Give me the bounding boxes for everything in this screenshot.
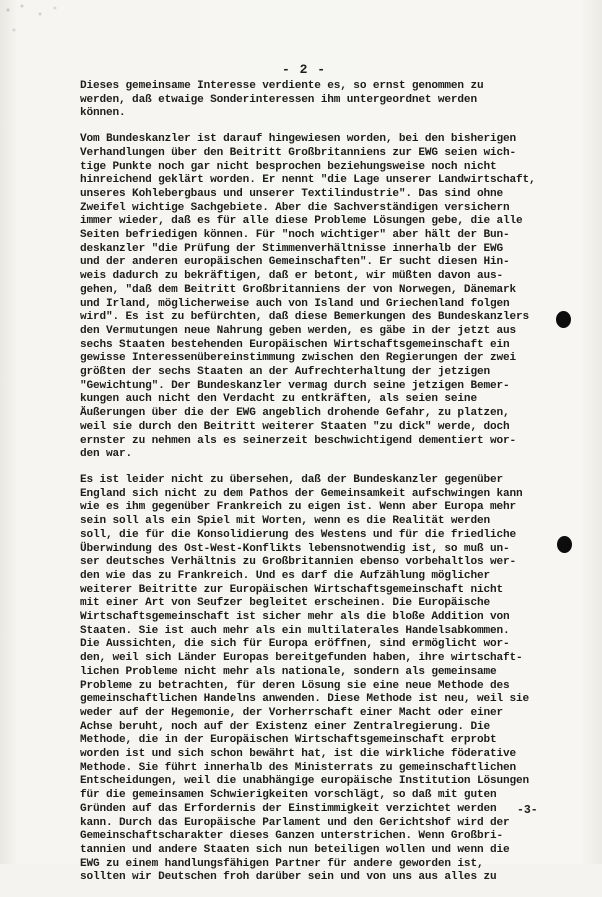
text-line: den wie das zu Frankreich. Und es darf die Aufzählung möglicher: [80, 569, 490, 582]
text-line: deskanzler "die Prüfung der Stimmenverhältnisse innerhalb der EWG: [80, 242, 503, 255]
text-line: weis dadurch zu bekräftigen, daß er betont, wir müßten davon aus-: [80, 270, 503, 283]
text-line: "Gewichtung". Der Bundeskanzler vermag durch seine jetzigen Bemer-: [80, 379, 510, 392]
text-line: immer wieder, daß es für alle diese Probleme Lösungen gebe, die alle: [80, 215, 523, 228]
text-line: den war.: [80, 448, 133, 461]
text-line: Seiten befriedigen können. Für "noch wichtiger" aber hält der Bun-: [80, 229, 510, 242]
punch-hole: [557, 536, 572, 553]
text-line: Gründen auf das Erfordernis der Einstimmigkeit verzichtet werden: [80, 802, 497, 815]
text-line: weder auf der Hegemonie, der Vorherrschaft einer Macht oder einer: [80, 706, 503, 719]
text-line: kann. Durch das Europäische Parlament und den Gerichtshof wird der: [80, 816, 510, 829]
scan-noise: [0, 0, 70, 60]
text-line: weil sie durch den Beitritt weiterer Staaten "zu dick" werde, doch: [80, 420, 510, 433]
text-line: wird". Es ist zu befürchten, daß diese Bemerkungen des Bundeskanzlers: [80, 311, 530, 324]
text-line: ernster zu nehmen als es seinerzeit beschwichtigend dementiert wor-: [80, 434, 516, 447]
text-line: sechs Staaten bestehenden Europäischen Wirtschaftsgemeinschaft ein: [80, 338, 510, 351]
text-line: gemeinschaftlichen Handelns anwenden. Diese Methode ist neu, weil sie: [80, 693, 530, 706]
text-line: gehen, "daß dem Beitritt Großbritanniens der von Norwegen, Dänemark: [80, 283, 516, 296]
text-line: größten der sechs Staaten an der Aufrechterhaltung der jetzigen: [80, 366, 490, 379]
text-line: Gemeinschaftscharakter dieses Ganzen unterstrichen. Wenn Großbri-: [80, 830, 503, 843]
text-line: soll, die für die Konsolidierung des Westens und für die friedliche: [80, 528, 516, 541]
text-line: England sich nicht zu dem Pathos der Gemeinsamkeit aufschwingen kann: [80, 487, 523, 500]
text-line: hinreichend geklärt worden. Er nennt "die Lage unserer Landwirtschaft,: [80, 174, 536, 187]
text-line: können.: [80, 107, 126, 120]
next-page-marker: -3-: [517, 804, 538, 817]
text-line: Dieses gemeinsame Interesse verdiente es, so ernst genommen zu: [80, 80, 484, 92]
document-body: [80, 80, 585, 897]
text-line: Entscheidungen, weil die unabhängige europäische Institution Lösungen: [80, 775, 530, 788]
text-line: und Irland, möglicherweise auch von Island und Griechenland folgen: [80, 297, 510, 310]
text-line: EWG zu einem handlungsfähigen Partner für andere geworden ist,: [80, 857, 484, 870]
text-line: worden ist und sich schon bewährt hat, ist die wirkliche föderative: [80, 748, 516, 761]
text-line: gewisse Interessenübereinstimmung zwischen den Regierungen der zwei: [80, 352, 516, 365]
text-line: Methode, die in der Europäischen Wirtschaftsgemeinschaft erprobt: [80, 734, 497, 747]
page-number: - 2 -: [282, 62, 327, 77]
text-line: Probleme zu betrachten, für deren Lösung sie eine neue Methode des: [80, 679, 510, 692]
text-line: weiterer Beitritte zur Europäischen Wirtschaftsgemeinschaft nicht: [80, 583, 503, 596]
paragraph-3: [80, 474, 585, 885]
text-line: Äußerungen über die der EWG angeblich drohende Gefahr, zu platzen,: [80, 407, 510, 420]
text-line: Es ist leider nicht zu übersehen, daß der Bundeskanzler gegenüber: [80, 473, 503, 486]
text-line: unseres Kohlebergbaus und unserer Textilindustrie". Das sind ohne: [80, 187, 503, 200]
text-line: werden, daß etwaige Sonderinteressen ihm untergeordnet werden: [80, 93, 477, 106]
text-line: Methode. Sie führt innerhalb des Ministerrats zu gemeinschaftlichen: [80, 761, 516, 774]
text-line: mit einer Art von Seufzer begleitet erscheinen. Die Europäische: [80, 597, 490, 610]
punch-hole: [556, 311, 571, 328]
text-line: für die gemeinsamen Schwierigkeiten vorschlägt, so daß mit guten: [80, 789, 497, 802]
text-line: Achse beruht, noch auf der Existenz einer Zentralregierung. Die: [80, 720, 490, 733]
text-line: Staaten. Sie ist auch mehr als ein multilaterales Handelsabkommen.: [80, 624, 510, 637]
text-line: lichen Probleme nicht mehr als nationale, sondern als gemeinsame: [80, 665, 497, 678]
text-line: tige Punkte noch gar nicht besprochen beziehungsweise noch nicht: [80, 160, 497, 173]
text-line: tannien und andere Staaten sich nun beteiligen wollen und wenn die: [80, 843, 510, 856]
text-line: Die Aussichten, die sich für Europa eröffnen, sind ermöglicht wor-: [80, 638, 510, 651]
text-line: Vom Bundeskanzler ist darauf hingewiesen worden, bei den bisherigen: [80, 133, 516, 146]
text-line: Überwindung des Ost-West-Konflikts lebensnotwendig ist, so muß un-: [80, 542, 510, 555]
text-line: sein soll als ein Spiel mit Worten, wenn es die Realität werden: [80, 515, 490, 528]
text-line: wie es ihm gegenüber Frankreich zu eigen ist. Wenn aber Europa mehr: [80, 501, 516, 514]
text-line: kungen auch nicht den Verdacht zu entkräften, als seien seine: [80, 393, 477, 406]
text-line: Wirtschaftsgemeinschaft ist sicher mehr als die bloße Addition von: [80, 611, 510, 624]
text-line: den Vermutungen neue Nahrung geben werden, es gäbe in der jetzt aus: [80, 324, 516, 337]
text-line: den, weil sich Länder Europas bereitgefunden haben, ihre wirtschaft-: [80, 652, 523, 665]
text-line: ser deutsches Verhältnis zu Großbritannien ebenso vorbehaltlos wer-: [80, 556, 516, 569]
text-line: sollten wir Deutschen froh darüber sein und von uns aus alles zu: [80, 871, 497, 884]
paragraph-2: [80, 133, 585, 462]
text-line: Verhandlungen über den Beitritt Großbritanniens zur EWG seien wich-: [80, 146, 516, 159]
text-line: Zweifel wichtige Sachgebiete. Aber die Sachverständigen versichern: [80, 201, 510, 214]
text-line: und der anderen europäischen Gemeinschaften". Er sucht diesen Hin-: [80, 256, 510, 269]
paragraph-1: [80, 80, 585, 121]
